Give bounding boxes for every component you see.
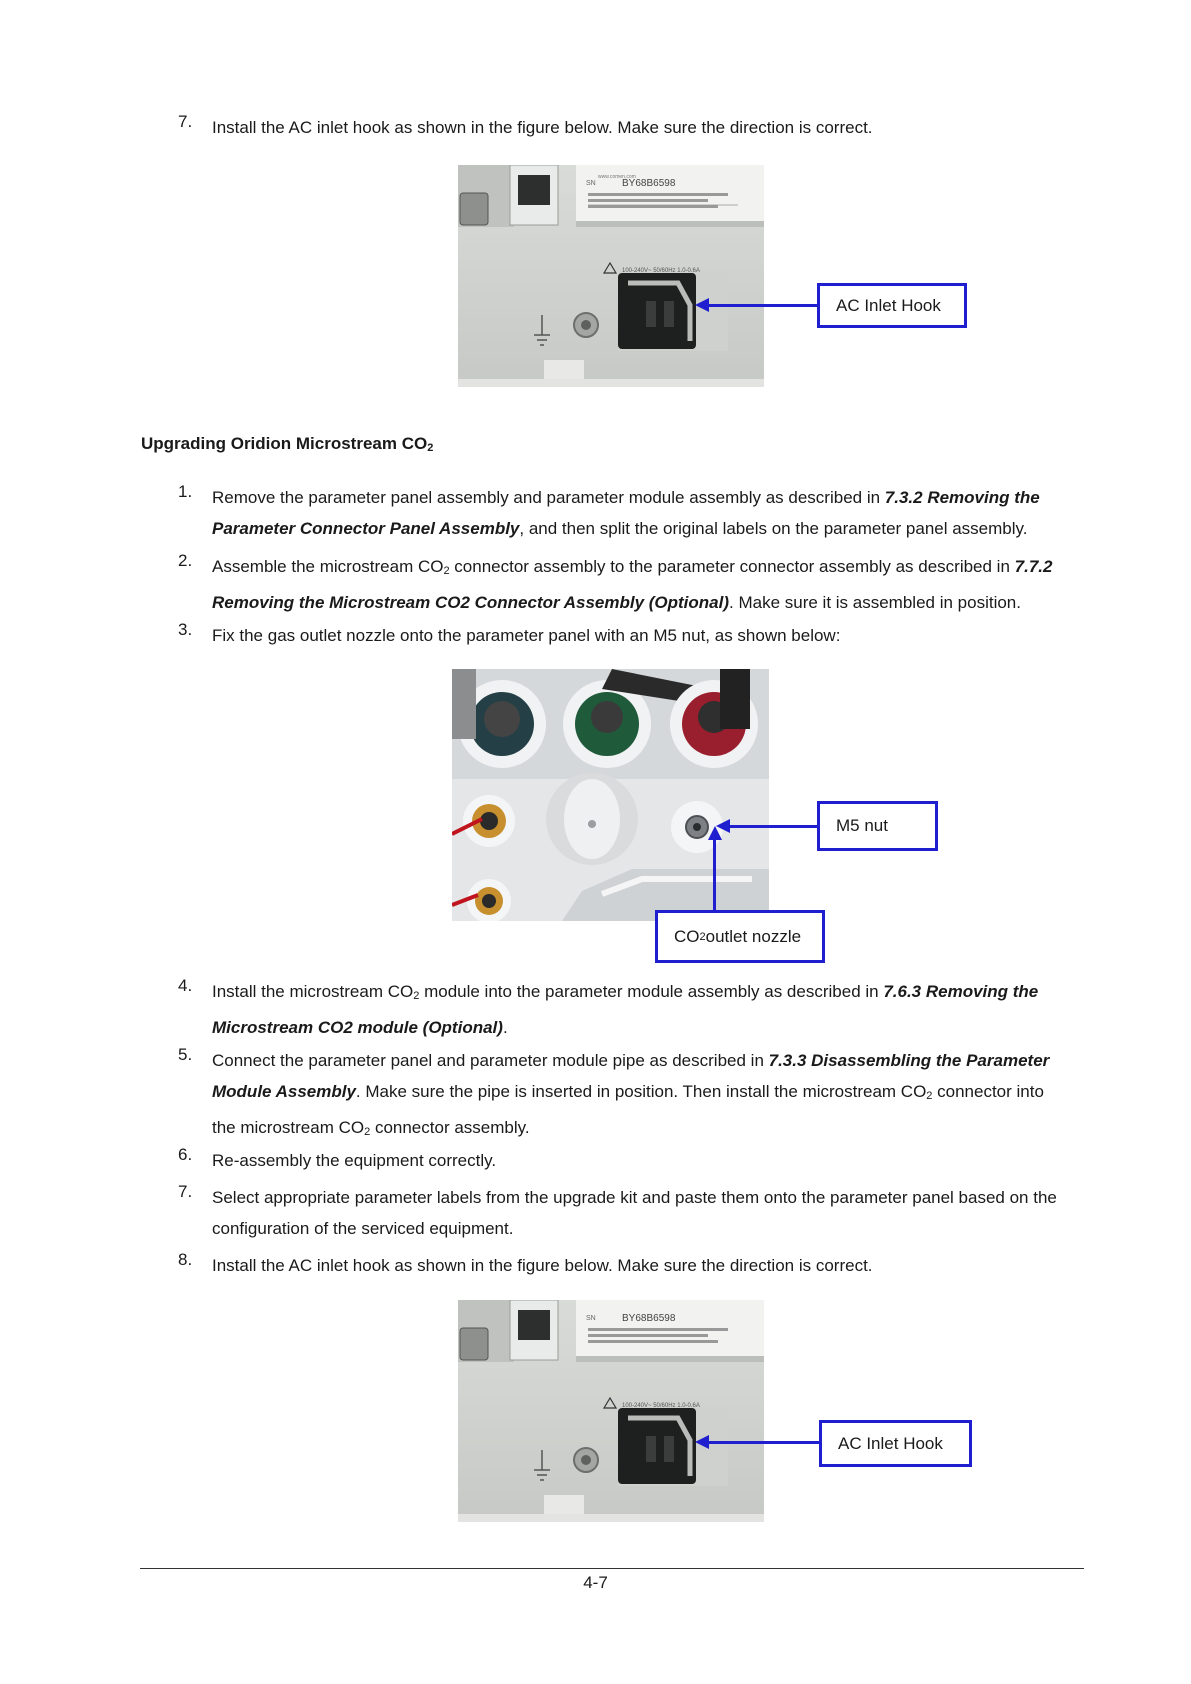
- step-text: Connect the parameter panel and parameter module pipe as described in 7.3.3 Disassembling the Parameter Module Assembly. Make sure the pipe is inserted in position. Then install the microstream $CO_2$ connector into the microstream $CO_2$ connector assembly.: [212, 1051, 1050, 1138]
- page-number: 4-7: [583, 1573, 608, 1592]
- step-text: Assemble the microstream $CO_2$ connector assembly to the parameter connector assembly as described in 7.7.2 Removing the Microstream CO2 Connector Assembly (Optional). Make sure it is assembled in position.: [212, 557, 1053, 612]
- step-text: Install the AC inlet hook as shown in the figure below. Make sure the direction is correct.: [212, 1256, 873, 1275]
- step-number: 4.: [178, 976, 193, 995]
- step-text: Install the microstream $CO_2$ module into the parameter module assembly as described in 7.6.3 Removing the Microstream CO2 module (Optional).: [212, 982, 1039, 1037]
- callout-arrow-line: [713, 840, 716, 912]
- section-heading-text: Upgrading Oridion Microstream CO: [141, 434, 428, 453]
- voltage-rating: 100-240V~ 50/60Hz 1.0-0.6A: [622, 1403, 700, 1409]
- section-heading: [141, 434, 433, 454]
- step-number: 5.: [178, 1045, 193, 1064]
- step-text: Re-assembly the equipment correctly.: [212, 1151, 497, 1170]
- label-url: www.comen.com: [598, 174, 636, 180]
- callout-arrow-line: [708, 1441, 822, 1444]
- serial-number: BY68B6598: [622, 1313, 676, 1324]
- arrow-head-icon: [695, 1434, 711, 1450]
- step-number: 7.: [178, 1182, 193, 1201]
- callout-arrow-line: [730, 825, 820, 828]
- svg-text:SN: SN: [586, 180, 596, 187]
- parameter-panel-photo-drawing: [452, 669, 769, 921]
- arrow-head-icon: [695, 297, 711, 313]
- callout-ac-inlet-hook: AC Inlet Hook: [819, 1420, 972, 1467]
- parameter-panel-photo: [452, 669, 769, 921]
- cross-reference-link[interactable]: 7.7.2 Removing the Microstream CO2 Connector Assembly (Optional): [212, 557, 1053, 612]
- step-text: Fix the gas outlet nozzle onto the parameter panel with an M5 nut, as shown below:: [212, 626, 841, 645]
- cross-reference-link[interactable]: 7.6.3 Removing the Microstream CO2 module (Optional): [212, 982, 1039, 1037]
- ac-inlet-photo: [458, 165, 764, 387]
- cross-reference-link[interactable]: 7.3.2 Removing the Parameter Connector Panel Assembly: [212, 488, 1040, 538]
- voltage-rating: 100-240V~ 50/60Hz 1.0-0.6A: [622, 268, 700, 274]
- step-number: 7.: [178, 112, 193, 131]
- ac-inlet-photo-bottom: [458, 1300, 764, 1522]
- step-number: 8.: [178, 1250, 193, 1269]
- ac-inlet-photo-drawing: [458, 165, 764, 387]
- step-text: Remove the parameter panel assembly and parameter module assembly as described in 7.3.2 Removing the Parameter Connector Panel Assembly, and then split the original labels on the parameter panel assembly.: [212, 488, 1040, 538]
- section-heading-subscript: 2: [427, 442, 434, 454]
- arrow-head-icon: [707, 826, 723, 842]
- serial-number: BY68B6598: [622, 178, 676, 189]
- cross-reference-link[interactable]: 7.3.3 Disassembling the Parameter Module Assembly: [212, 1051, 1050, 1101]
- ac-inlet-photo-bottom-drawing: [458, 1300, 764, 1522]
- callout-ac-inlet-hook: AC Inlet Hook: [817, 283, 967, 328]
- step-number: 6.: [178, 1145, 193, 1164]
- callout-co2-outlet-nozzle: CO 2 outlet nozzle: [655, 910, 825, 963]
- svg-text:SN: SN: [586, 1315, 596, 1322]
- callout-arrow-line: [708, 304, 818, 307]
- step-text: Select appropriate parameter labels from the upgrade kit and paste them onto the parameter panel based on the configuration of the serviced equipment.: [212, 1188, 1057, 1238]
- step-number: 1.: [178, 482, 193, 501]
- step-text: Install the AC inlet hook as shown in the figure below. Make sure the direction is correct.: [212, 118, 873, 137]
- step-number: 2.: [178, 551, 193, 570]
- step-number: 3.: [178, 620, 193, 639]
- callout-m5-nut: M5 nut: [817, 801, 938, 851]
